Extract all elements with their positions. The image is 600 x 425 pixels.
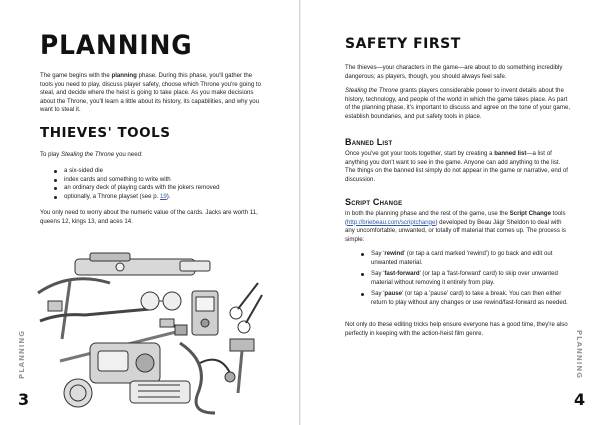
script-a: In both the planning phase and the rest of the game, use the xyxy=(345,210,510,217)
banned-a: Once you've got your tools together, start by creating a xyxy=(345,150,495,157)
side-label-left: PLANNING xyxy=(18,330,26,379)
tools-last-a: optionally, a Throne playset (see p. xyxy=(64,192,160,200)
tools-intro-c: you need: xyxy=(114,151,143,158)
ff-c: ' (or tap a 'fast-forward' card) to skip over unwanted material without removing it entirely from play. xyxy=(371,270,558,286)
page-number-right: 4 xyxy=(574,390,586,409)
heading-banned-list: Banned List xyxy=(345,137,393,147)
list-item: index cards and something to write with xyxy=(48,176,266,185)
ff-a: Say ' xyxy=(371,270,385,278)
heading-script-change: Script Change xyxy=(345,197,403,207)
rewind-bold: rewind xyxy=(384,250,404,257)
heading-safety-first: SAFETY FIRST xyxy=(345,36,461,52)
safety-para xyxy=(345,87,571,121)
intro-text-c: phase. During this phase, you'll gather the tools you need to play, discuss player safety, choose which Throne you're going to steal, and decide where the heist is going to take place. As you make decisions about the Throne, you'll learn a little about its history, its capabilities, and why you want to steal it. xyxy=(40,72,262,114)
tools-intro-title: Stealing the Throne xyxy=(61,151,115,158)
safety-title-italic: Stealing the Throne xyxy=(345,87,399,94)
script-change-link[interactable]: http://briebeau.com/scriptchange xyxy=(347,218,436,226)
safety-para-b: grants players considerable power to invent details about the history, technology, and people of the world in which the game takes place. As part of the planning phase, it's important to discuss and agree on the tone of your game, establish boundaries, and put safety tools in place. xyxy=(345,87,571,120)
script-c: tools ( xyxy=(345,210,566,226)
list-item xyxy=(355,290,571,307)
script-d: ) developed by Beau Jágr Sheldon to deal with any uncomfortable, unwanted, or totally off material that comes up. The process is simple: xyxy=(345,218,566,243)
thieves-tools-illustration-icon xyxy=(30,243,265,421)
intro-text-a: The game begins with the xyxy=(40,72,112,79)
side-label-right: PLANNING xyxy=(575,330,583,379)
list-item: a six-sided die xyxy=(48,167,266,176)
pause-a: Say ' xyxy=(371,290,385,298)
script-para xyxy=(345,210,571,244)
tools-last-c: ). xyxy=(166,192,171,200)
script-list xyxy=(355,250,571,308)
right-page xyxy=(300,0,600,425)
intro-bold-planning: planning xyxy=(111,72,137,79)
page-19-link[interactable]: 19 xyxy=(159,192,167,200)
banned-c: —a list of anything you don't want to see in the game. Anyone can add anything to the list. The things on the banned list simply do not appear in the game or narrative, end of discussion. xyxy=(345,150,568,183)
banned-bold: banned list xyxy=(494,150,527,157)
pause-bold: pause xyxy=(384,290,402,298)
page-number-left: 3 xyxy=(18,390,30,409)
list-item xyxy=(355,250,571,267)
script-bold: Script Change xyxy=(509,210,551,217)
safety-intro: The thieves—your characters in the game—are about to do something incredibly dangerous; as players, though, you should always feel safe. xyxy=(345,64,563,80)
tools-intro-a: To play xyxy=(40,151,62,158)
closing-para: Not only do these editing tricks help ensure everyone has a good time, they're also perfectly in keeping with the action-heist film genre. xyxy=(345,321,568,337)
rewind-a: Say ' xyxy=(371,250,385,257)
pause-c: ' (or tap a 'pause' card) to take a break. You can then either return to play without any changes or use rewind/fast-forward as needed. xyxy=(371,290,568,306)
rewind-c: ' (or tap a card marked 'rewind') to go back and edit out unwanted material. xyxy=(371,250,553,266)
planning-intro xyxy=(40,72,266,115)
heading-thieves-tools: THIEVES' TOOLS xyxy=(40,125,171,141)
numeric-note: You only need to worry about the numeric value of the cards. Jacks are worth 11, queens 12, kings 13, and aces 14. xyxy=(40,209,258,225)
ff-bold: fast-forward xyxy=(384,270,420,278)
list-item: an ordinary deck of playing cards with the jokers removed xyxy=(48,184,266,193)
tools-intro xyxy=(40,151,266,160)
tools-list xyxy=(48,167,266,201)
list-item xyxy=(48,193,266,202)
list-item xyxy=(355,270,571,287)
page-title-planning: PLANNING xyxy=(40,30,193,61)
banned-para xyxy=(345,150,571,184)
